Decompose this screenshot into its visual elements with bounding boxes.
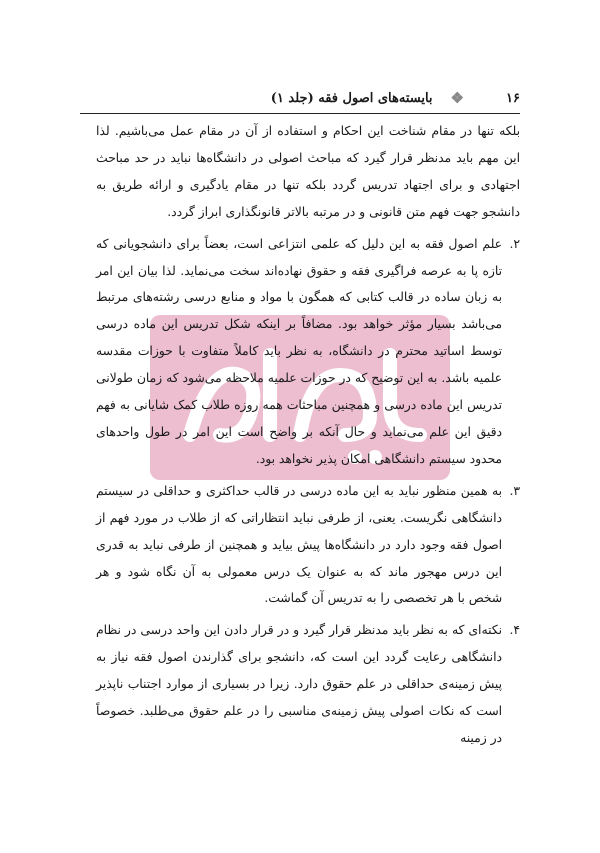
item-number: ۴. — [509, 623, 520, 638]
item-text: علم اصول فقه به این دلیل که علمی انتزاعی است، بعضاً برای دانشجویانی که تازه پا به عرصه فراگیری فقه و حقوق نهاده‌اند سخت می‌نماید. لذا بیان این امر به زبان ساده در قالب کتابی که همگون با مواد و منابع درسی رشته‌های مرتبط می‌باشد بسیار مؤثر خواهد بود. مضافاً بر اینکه شکل تدریس این ماده درسی توسط اساتید محترم در دانشگاه، به نظر باید کاملاً متفاوت با حوزات مقدسه علمیه باشد. به این توضیح که در حوزات علمیه ملاحظه می‌شود که زمان طولانی تدریس این ماده درسی و همچنین مباحثات همه روزه طلاب کمک شایانی به فهم دقیق این علم می‌نماید و حال آنکه بر واضح است این امر در طول واحدهای محدود سیستم دانشگاهی امکان پذیر نخواهد بود. — [96, 236, 502, 466]
page-number: ۱۶ — [506, 90, 520, 106]
header-rule — [80, 113, 520, 114]
item-text: نکته‌ای که به نظر باید مدنظر قرار گیرد و در قرار دادن این واحد درسی در نظام دانشگاهی رعایت گردد این است که، دانشجو برای گذارندن اصول فقه نیاز به پیش زمینه‌ی حداقلی در علم حقوق دارد. زیرا در بسیاری از موارد اجتناب ناپذیر است که نکات اصولی پیش زمینه‌ی مناسبی را در علم حقوق می‌طلبد. خصوصاً در زمینه — [96, 623, 502, 745]
list-item — [96, 478, 520, 613]
item-number: ۲. — [509, 236, 520, 251]
ornament-icon: ❖ — [450, 89, 464, 107]
page-body — [96, 118, 520, 752]
list-item — [96, 617, 520, 752]
intro-paragraph: بلکه تنها در مقام شناخت این احکام و استفاده از آن در مقام عمل می‌باشیم. لذا این مهم باید مدنظر قرار گیرد که مباحث اصولی در دانشگاه‌ها نباید در حد مباحث اجتهادی و برای اجتهاد تدریس گردد بلکه تنها در مقام یادگیری و ارائه طریق به دانشجو جهت فهم متن قانونی و در مرتبه بالاتر قانونگذاری ابراز گردد. — [96, 124, 520, 219]
list-item — [96, 231, 520, 473]
item-number: ۳. — [509, 483, 520, 498]
book-title: بایسته‌های اصول فقه (جلد ۱) — [270, 90, 433, 106]
item-text: به همین منظور نباید به این ماده درسی در قالب حداکثری و حداقلی در سیستم دانشگاهی نگریست. یعنی، از طرفی نباید انتظاراتی که از طلاب در مورد فهم از اصول فقه وجود دارد در دانشگاه‌ها پیش بیاید و همچنین از طرفی نباید به قدری این درس مهجور ماند که به عنوان یک درس معمولی به آن نگاه شود و هر شخص با هر تخصصی را به تدریس آن گماشت. — [96, 483, 502, 606]
running-header — [80, 84, 520, 112]
